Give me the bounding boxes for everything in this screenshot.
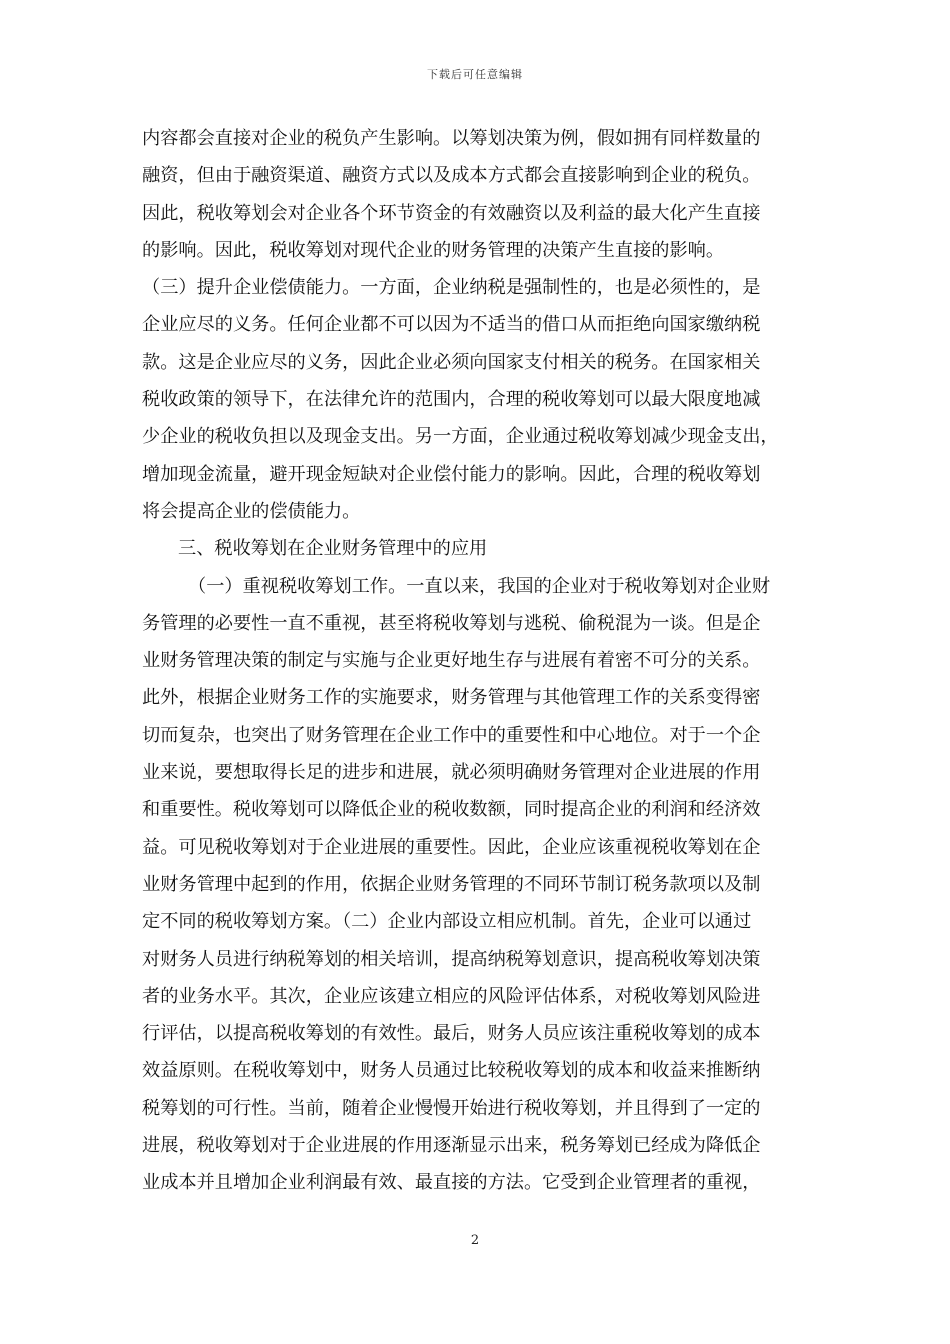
- text-line: 者的业务水平。其次，企业应该建立相应的风险评估体系，对税收筹划风险进: [142, 985, 761, 1007]
- text-line: 少企业的税收负担以及现金支出。另一方面，企业通过税收筹划减少现金支出，: [142, 426, 779, 448]
- text-line: 内容都会直接对企业的税负产生影响。以筹划决策为例，假如拥有同样数量的: [142, 128, 761, 149]
- page-number: 2: [470, 1233, 480, 1248]
- text-line: 业成本并且增加企业利润最有效、最直接的方法。它受到企业管理者的重视，: [142, 1172, 761, 1194]
- text-line: 进展，税收筹划对于企业进展的作用逐渐显示出来，税务筹划已经成为降低企: [142, 1135, 761, 1157]
- page-header: 下载后可任意编辑: [427, 68, 523, 81]
- text-line: 税收政策的领导下，在法律允许的范围内，合理的税收筹划可以最大限度地减: [142, 389, 761, 411]
- section-heading: 三、税收筹划在企业财务管理中的应用: [178, 538, 488, 560]
- text-line: 对财务人员进行纳税筹划的相关培训，提高纳税筹划意识，提高税收筹划决策: [142, 948, 761, 970]
- text-line: 定不同的税收筹划方案。（二）企业内部设立相应机制。首先，企业可以通过: [142, 911, 752, 933]
- text-line: 将会提高企业的偿债能力。: [142, 500, 361, 522]
- text-line: 益。可见税收筹划对于企业进展的重要性。因此，企业应该重视税收筹划在企: [142, 836, 761, 858]
- text-line: （一）重视税收筹划工作。一直以来，我国的企业对于税收筹划对企业财: [188, 575, 771, 597]
- text-line: 税筹划的可行性。当前，随着企业慢慢开始进行税收筹划，并且得到了一定的: [142, 1097, 761, 1119]
- document-body: [142, 120, 810, 1202]
- text-line: 的影响。因此，税收筹划对现代企业的财务管理的决策产生直接的影响。: [142, 239, 725, 261]
- text-line: 行评估，以提高税收筹划的有效性。最后，财务人员应该注重税收筹划的成本: [142, 1023, 761, 1045]
- text-line: 业财务管理中起到的作用，依据企业财务管理的不同环节制订税务款项以及制: [142, 873, 761, 895]
- text-line: 款。这是企业应尽的义务，因此企业必须向国家支付相关的税务。在国家相关: [142, 351, 761, 373]
- text-line: 因此，税收筹划会对企业各个环节资金的有效融资以及利益的最大化产生直接: [142, 202, 761, 224]
- text-line: 业来说，要想取得长足的进步和进展，就必须明确财务管理对企业进展的作用: [142, 762, 761, 784]
- text-line: 融资，但由于融资渠道、融资方式以及成本方式都会直接影响到企业的税负。: [142, 165, 761, 187]
- text-line: 此外，根据企业财务工作的实施要求，财务管理与其他管理工作的关系变得密: [142, 687, 761, 709]
- text-line: （三）提升企业偿债能力。一方面，企业纳税是强制性的，也是必须性的，是: [142, 277, 761, 299]
- text-line: 务管理的必要性一直不重视，甚至将税收筹划与逃税、偷税混为一谈。但是企: [142, 612, 761, 634]
- text-line: 业财务管理决策的制定与实施与企业更好地生存与进展有着密不可分的关系。: [142, 650, 761, 672]
- text-line: 增加现金流量，避开现金短缺对企业偿付能力的影响。因此，合理的税收筹划: [142, 463, 761, 485]
- text-line: 和重要性。税收筹划可以降低企业的税收数额，同时提高企业的利润和经济效: [142, 799, 761, 821]
- text-line: 切而复杂，也突出了财务管理在企业工作中的重要性和中心地位。对于一个企: [142, 724, 761, 746]
- text-line: 效益原则。在税收筹划中，财务人员通过比较税收筹划的成本和收益来推断纳: [142, 1060, 761, 1082]
- text-line: 企业应尽的义务。任何企业都不可以因为不适当的借口从而拒绝向国家缴纳税: [142, 314, 761, 336]
